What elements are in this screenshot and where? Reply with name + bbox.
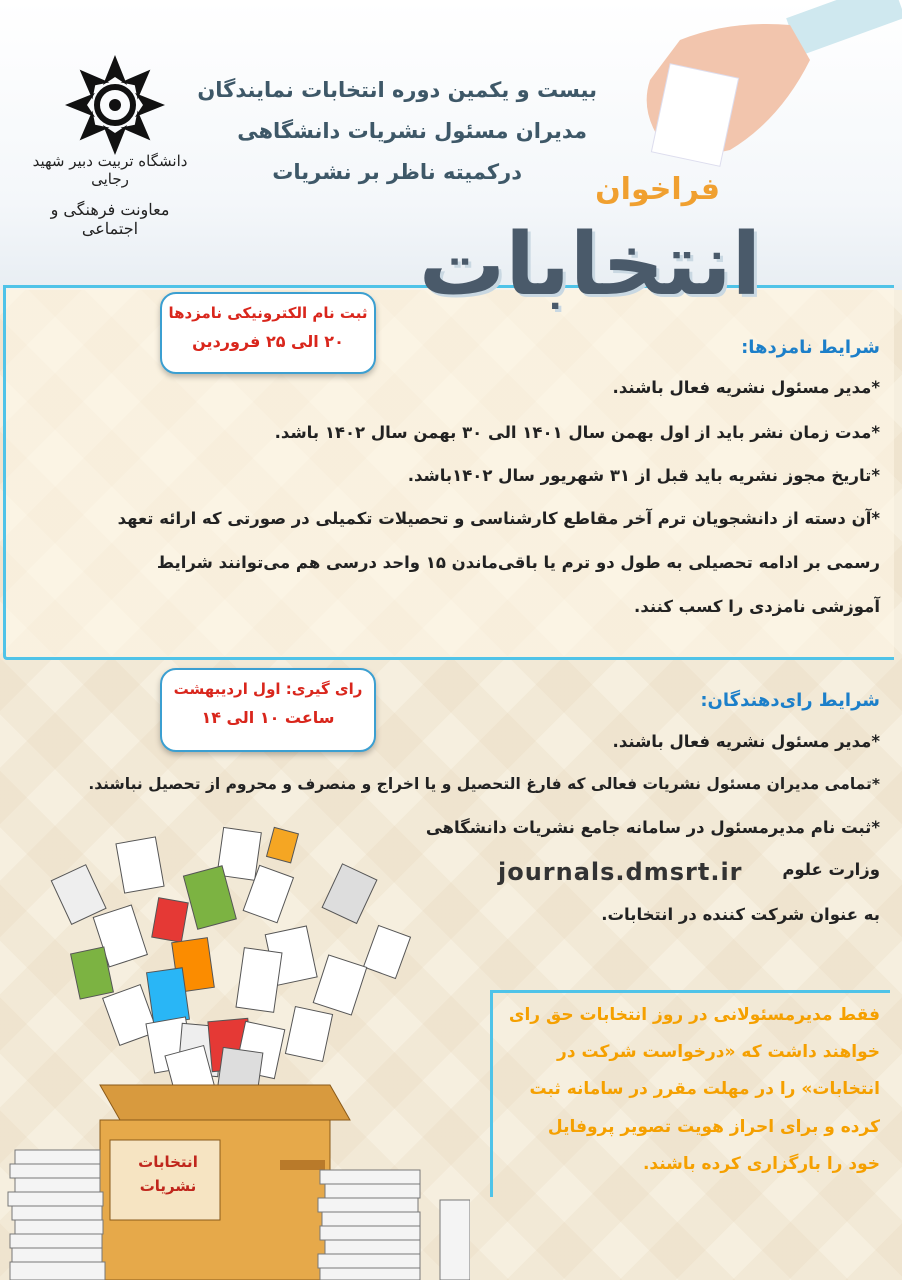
voter-condition: *مدیر مسئول نشریه فعال باشند. bbox=[612, 732, 880, 751]
voters-title: شرایط رای‌دهندگان: bbox=[700, 690, 880, 711]
ballot-box-label-line2: نشریات bbox=[139, 1177, 197, 1195]
voter-condition: وزارت علوم bbox=[782, 860, 880, 879]
candidate-condition: رسمی بر ادامه تحصیلی به طول دو ترم یا باقی‌ماندن ۱۵ واحد درسی هم می‌توانند شرایط bbox=[156, 553, 880, 572]
notice-line: فقط مدیرمسئولانی در روز انتخابات حق رای bbox=[508, 1005, 880, 1025]
registration-badge bbox=[160, 292, 376, 374]
candidate-condition: *مدت زمان نشر باید از اول بهمن سال ۱۴۰۱ الی ۳۰ بهمن سال ۱۴۰۲ باشد. bbox=[274, 423, 880, 442]
journals-url[interactable]: journals.dmsrt.ir bbox=[498, 858, 743, 886]
registration-badge-line2: ۲۰ الی ۲۵ فروردین bbox=[192, 332, 344, 351]
notice-line: انتخابات» را در مهلت مقرر در سامانه ثبت bbox=[529, 1079, 880, 1099]
deputy-name: معاونت فرهنگی و اجتماعی bbox=[50, 200, 170, 238]
hand-ballot-illustration bbox=[620, 0, 902, 190]
registration-badge-line1: ثبت نام الکترونیکی نامزدها bbox=[168, 304, 368, 322]
voter-condition: به عنوان شرکت کننده در انتخابات. bbox=[601, 905, 880, 924]
ballot-box-label bbox=[118, 1150, 218, 1198]
ballot-box-illustration bbox=[0, 820, 470, 1280]
university-name: دانشگاه تربیت دبیر شهید رجایی bbox=[32, 152, 188, 188]
candidate-condition: *تاریخ مجوز نشریه باید قبل از ۳۱ شهریور سال ۱۴۰۲باشد. bbox=[407, 466, 880, 485]
candidate-condition: *مدیر مسئول نشریه فعال باشند. bbox=[612, 378, 880, 397]
call-word: فراخوان bbox=[595, 172, 720, 207]
title-line-3: درکمیته ناظر بر نشریات bbox=[272, 160, 522, 184]
title-line-2: مدیران مسئول نشریات دانشگاهی bbox=[237, 119, 587, 143]
main-title: انتخابات bbox=[418, 215, 762, 315]
voter-condition: *تمامی مدیران مسئول نشریات فعالی که فارغ التحصیل و یا اخراج و منصرف و محروم از تحصیل نباشند. bbox=[88, 775, 880, 793]
university-logo bbox=[55, 50, 175, 160]
voting-badge bbox=[160, 668, 376, 752]
ballot-box-label-line1: انتخابات bbox=[138, 1153, 198, 1171]
candidates-title: شرایط نامزدها: bbox=[741, 337, 880, 358]
notice-line: خود را بارگزاری کرده باشند. bbox=[642, 1154, 880, 1174]
notice-line: کرده و برای احراز هویت تصویر پروفایل bbox=[547, 1117, 880, 1137]
voter-condition: *ثبت نام مدیرمسئول در سامانه جامع نشریات دانشگاهی bbox=[425, 818, 880, 837]
candidate-condition: *آن دسته از دانشجویان ترم آخر مقاطع کارشناسی و تحصیلات تکمیلی در صورتی که ارائه تعهد bbox=[117, 509, 880, 528]
title-line-1: بیست و یکمین دوره انتخابات نمایندگان bbox=[197, 78, 597, 102]
voting-badge-line2: ساعت ۱۰ الی ۱۴ bbox=[201, 708, 335, 727]
voting-badge-line1: رای گیری: اول اردیبهشت bbox=[173, 680, 363, 698]
candidate-condition: آموزشی نامزدی را کسب کنند. bbox=[634, 597, 880, 616]
notice-line: خواهند داشت که «درخواست شرکت در bbox=[557, 1042, 880, 1062]
